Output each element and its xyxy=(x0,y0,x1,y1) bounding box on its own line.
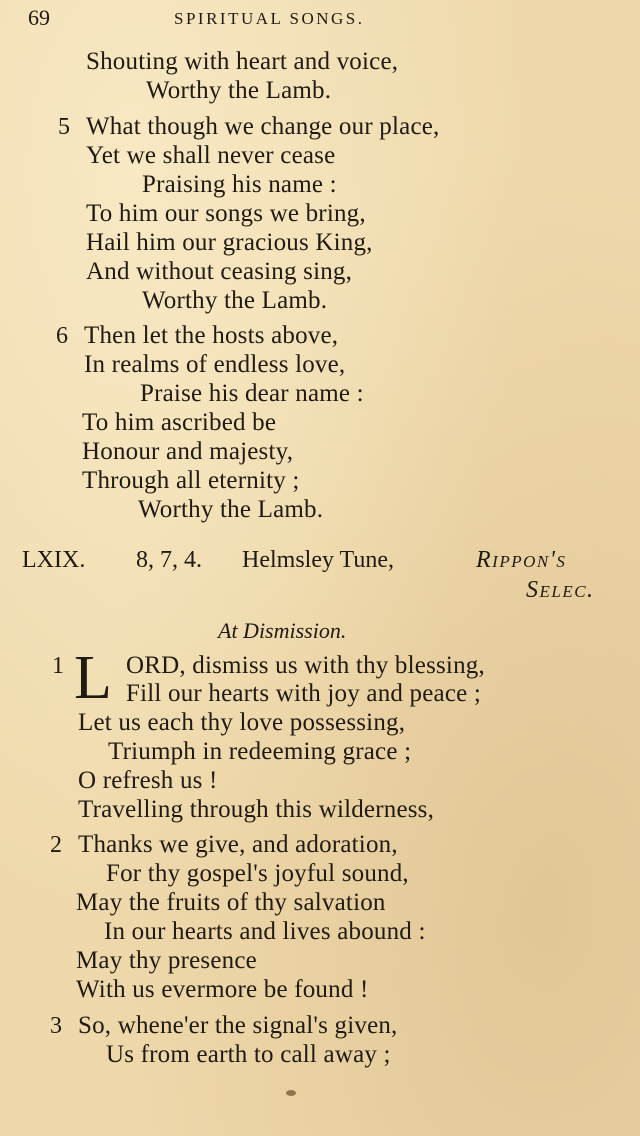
verse-line: And without ceasing sing, xyxy=(86,258,353,285)
verse-line: In our hearts and lives abound : xyxy=(104,918,426,945)
verse-line: So, whene'er the signal's given, xyxy=(78,1012,398,1039)
stanza-number: 2 xyxy=(50,832,62,858)
running-head: SPIRITUAL SONGS. xyxy=(174,9,365,28)
verse-line: Us from earth to call away ; xyxy=(106,1041,391,1068)
verse-line: Worthy the Lamb. xyxy=(146,77,332,104)
stanza-number: 1 xyxy=(52,653,64,679)
page-number: 69 xyxy=(28,5,50,30)
drop-cap: L xyxy=(74,644,112,712)
verse-line: In realms of endless love, xyxy=(84,351,346,378)
verse-line: Praise his dear name : xyxy=(140,380,364,407)
verse-line: Praising his name : xyxy=(142,171,337,198)
stanza-number: 3 xyxy=(50,1013,62,1039)
stanza-number: 6 xyxy=(56,323,68,349)
verse-line: Travelling through this wilderness, xyxy=(78,796,435,823)
printer-ornament xyxy=(286,1090,296,1096)
hymn-numeral: LXIX. xyxy=(22,547,86,573)
verse-line: Shouting with heart and voice, xyxy=(86,48,399,75)
verse-line: May thy presence xyxy=(76,947,257,974)
verse-line: For thy gospel's joyful sound, xyxy=(106,860,409,887)
verse-line: Yet we shall never cease xyxy=(86,142,336,169)
verse-line: Hail him our gracious King, xyxy=(86,229,373,256)
verse-line: ORD, dismiss us with thy blessing, xyxy=(126,652,485,679)
verse-line: Honour and majesty, xyxy=(82,438,294,465)
hymn-source-continued: Selec. xyxy=(526,577,595,603)
verse-line: What though we change our place, xyxy=(86,113,440,140)
verse-line: May the fruits of thy salvation xyxy=(76,889,386,916)
verse-line: Worthy the Lamb. xyxy=(138,496,324,523)
verse-line: Fill our hearts with joy and peace ; xyxy=(126,680,482,707)
hymn-meter: 8, 7, 4. xyxy=(136,547,202,573)
verse-line: To him our songs we bring, xyxy=(86,200,366,227)
verse-line: Worthy the Lamb. xyxy=(142,287,328,314)
hymn-heading xyxy=(22,546,622,606)
verse-line: Thanks we give, and adoration, xyxy=(78,831,398,858)
verse-line: Triumph in redeeming grace ; xyxy=(108,738,412,765)
verse-line: Through all eternity ; xyxy=(82,467,300,494)
stanza-number: 5 xyxy=(58,114,70,140)
hymn-source: Rippon's xyxy=(476,547,567,573)
verse-line: With us evermore be found ! xyxy=(76,976,369,1003)
verse-line: Let us each thy love possessing, xyxy=(78,709,406,736)
verse-line: To him ascribed be xyxy=(82,409,277,436)
hymn-tune: Helmsley Tune, xyxy=(242,547,395,573)
verse-line: O refresh us ! xyxy=(78,767,218,794)
hymn-subtitle: At Dismission. xyxy=(218,618,347,643)
verse-line: Then let the hosts above, xyxy=(84,322,339,349)
